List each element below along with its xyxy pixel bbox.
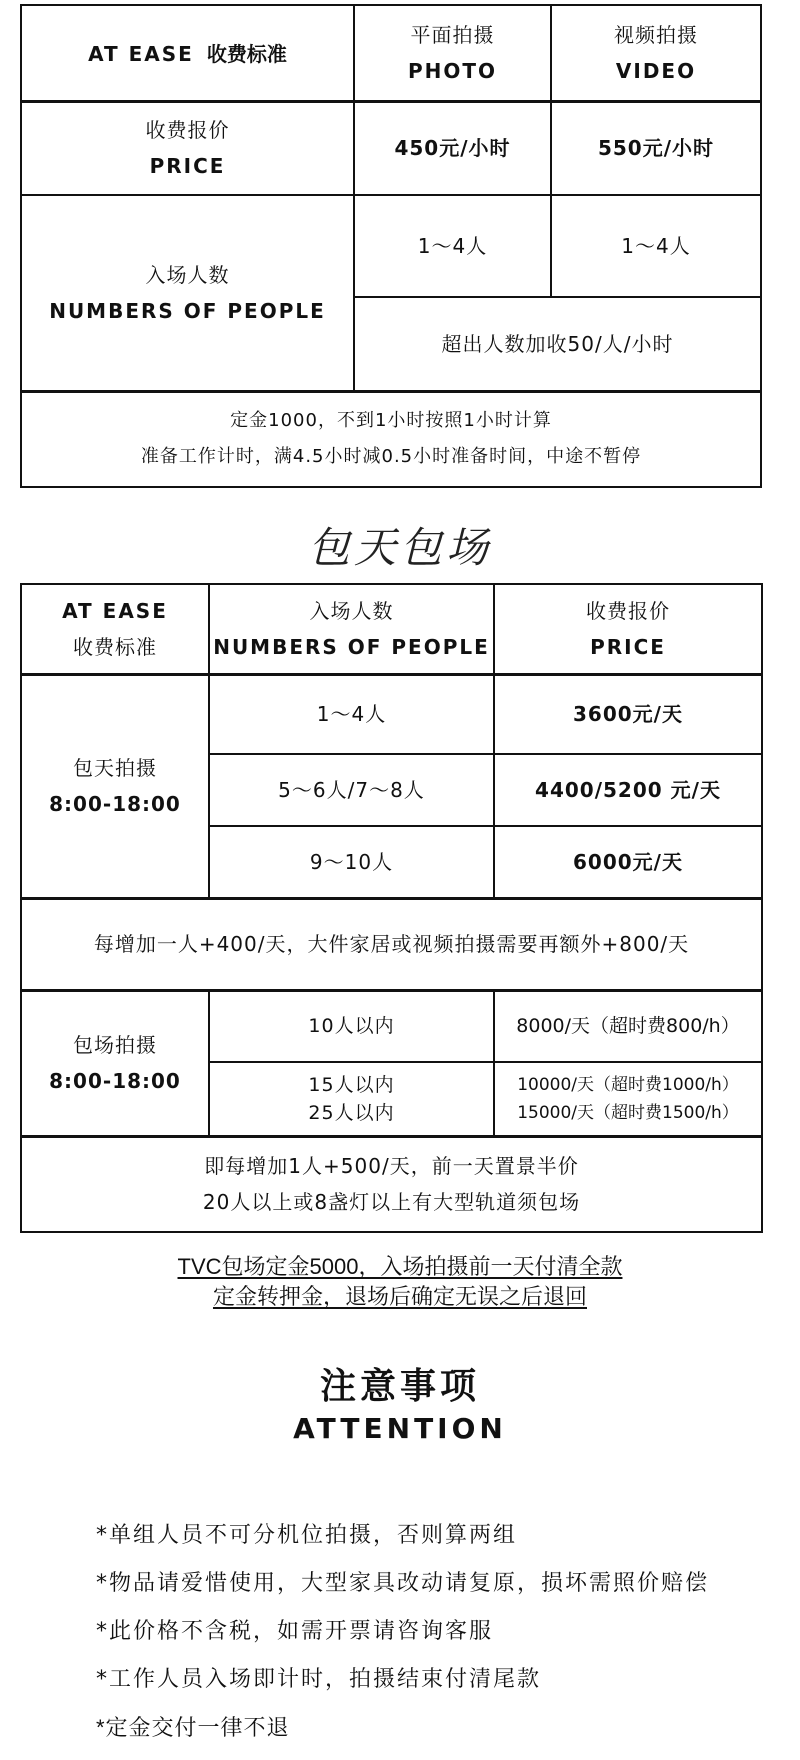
venue-price: 8000/天（超时费800/h） bbox=[516, 1015, 740, 1038]
prep-time-note: 准备工作计时，满4.5小时减0.5小时准备时间，中途不暂停 bbox=[140, 446, 642, 468]
venue-people: 10人以内 bbox=[308, 1015, 395, 1038]
daily-brand-name: AT EASE bbox=[62, 598, 168, 623]
venue-people: 25人以内 bbox=[308, 1101, 395, 1124]
day-row bbox=[21, 674, 762, 754]
day-extra-cell bbox=[21, 898, 762, 990]
daily-price-label-en: PRICE bbox=[590, 634, 666, 659]
venue-price-cell bbox=[494, 990, 762, 1062]
hourly-people-row bbox=[21, 195, 761, 297]
deposit-note: 定金1000，不到1小时按照1小时计算 bbox=[230, 410, 552, 432]
day-price-cell bbox=[494, 754, 762, 826]
hourly-price-row bbox=[21, 101, 761, 195]
venue-notes-row bbox=[21, 1136, 762, 1232]
people-label-cell bbox=[21, 195, 354, 391]
tvc-refund-text: 定金转押金，退场后确定无误之后退回 bbox=[212, 1284, 587, 1309]
venue-row bbox=[21, 990, 762, 1062]
photo-people: 1～4人 bbox=[417, 234, 488, 258]
day-price-cell bbox=[494, 826, 762, 898]
photo-header-cell bbox=[354, 5, 551, 101]
day-people: 5～6人/7～8人 bbox=[278, 778, 425, 802]
photo-people-cell bbox=[354, 195, 551, 297]
venue-price: 10000/天（超时费1000/h） bbox=[517, 1074, 739, 1095]
daily-standard-label: 收费标准 bbox=[73, 634, 157, 659]
venue-shoot-label: 包场拍摄 bbox=[73, 1033, 157, 1057]
video-price: 550元/小时 bbox=[597, 136, 715, 161]
people-label-en: NUMBERS OF PEOPLE bbox=[49, 298, 326, 323]
attention-list bbox=[96, 1520, 709, 1760]
video-people-cell bbox=[551, 195, 761, 297]
daily-price-header-cell bbox=[494, 584, 762, 674]
photo-price: 450元/小时 bbox=[394, 136, 511, 161]
venue-price-cell bbox=[494, 1062, 762, 1136]
day-price-cell bbox=[494, 674, 762, 754]
video-label-cn: 视频拍摄 bbox=[614, 22, 698, 47]
venue-rail-note: 20人以上或8盏灯以上有大型轨道须包场 bbox=[202, 1190, 581, 1215]
daily-pricing-table bbox=[20, 583, 763, 1233]
daily-section-heading: 包天包场 bbox=[307, 523, 492, 572]
hourly-header-row bbox=[21, 5, 761, 101]
daily-people-label-cn: 入场人数 bbox=[309, 598, 394, 623]
day-price: 4400/5200 元/天 bbox=[535, 778, 721, 802]
video-price-cell bbox=[551, 101, 761, 195]
brand-name: AT EASE bbox=[88, 42, 194, 67]
day-price: 3600元/天 bbox=[573, 702, 683, 727]
day-extra-row bbox=[21, 898, 762, 990]
day-shoot-label: 包天拍摄 bbox=[73, 756, 157, 780]
video-label-en: VIDEO bbox=[615, 58, 697, 83]
daily-people-header-cell bbox=[209, 584, 494, 674]
hourly-pricing-table bbox=[20, 4, 762, 488]
day-people-cell bbox=[209, 754, 494, 826]
day-people: 9～10人 bbox=[309, 849, 394, 874]
venue-extra-note: 即每增加1人+500/天，前一天置景半价 bbox=[204, 1154, 579, 1179]
attention-item: *此价格不含税，如需开票请咨询客服 bbox=[96, 1619, 494, 1644]
attention-item: *单组人员不可分机位拍摄，否则算两组 bbox=[96, 1523, 518, 1548]
day-shoot-label-cell bbox=[21, 674, 209, 898]
daily-price-label-cn: 收费报价 bbox=[586, 598, 670, 623]
video-header-cell bbox=[551, 5, 761, 101]
people-label-cn: 入场人数 bbox=[145, 262, 230, 287]
attention-item: *工作人员入场即计时，拍摄结束付清尾款 bbox=[96, 1667, 542, 1692]
photo-label-en: PHOTO bbox=[407, 58, 498, 83]
daily-header-row bbox=[21, 584, 762, 674]
day-people: 1～4人 bbox=[316, 702, 387, 727]
photo-label-cn: 平面拍摄 bbox=[410, 22, 495, 47]
hourly-notes-cell bbox=[21, 391, 761, 487]
extra-people-fee: 超出人数加收50/人/小时 bbox=[441, 331, 674, 356]
daily-people-label-en: NUMBERS OF PEOPLE bbox=[213, 634, 490, 659]
venue-price: 15000/天（超时费1500/h） bbox=[517, 1102, 739, 1123]
price-label-en: PRICE bbox=[149, 154, 226, 179]
day-shoot-time: 8:00-18:00 bbox=[49, 792, 181, 816]
day-extra-fee: 每增加一人+400/天，大件家居或视频拍摄需要再额外+800/天 bbox=[93, 932, 690, 956]
daily-header-brand-cell bbox=[21, 584, 209, 674]
day-people-cell bbox=[209, 674, 494, 754]
venue-shoot-label-cell bbox=[21, 990, 209, 1136]
attention-item: *物品请爱惜使用，大型家具改动请复原，损坏需照价赔偿 bbox=[96, 1571, 710, 1596]
tvc-refund-line bbox=[0, 1280, 800, 1311]
attention-item: *定金交付一律不退 bbox=[96, 1715, 290, 1740]
venue-people: 15人以内 bbox=[308, 1073, 395, 1096]
price-label-cell bbox=[21, 101, 354, 195]
standard-label: 收费标准 bbox=[206, 42, 287, 67]
hourly-header-brand-cell bbox=[21, 5, 354, 101]
venue-people-cell bbox=[209, 990, 494, 1062]
price-label-cn: 收费报价 bbox=[145, 118, 230, 143]
day-people-cell bbox=[209, 826, 494, 898]
photo-price-cell bbox=[354, 101, 551, 195]
tvc-deposit-text: TVC包场定金5000，入场拍摄前一天付清全款 bbox=[177, 1254, 623, 1279]
attention-title-en: ATTENTION bbox=[293, 1412, 507, 1445]
venue-people-cell bbox=[209, 1062, 494, 1136]
tvc-deposit-line bbox=[0, 1250, 800, 1281]
hourly-notes-row bbox=[21, 391, 761, 487]
extra-people-cell bbox=[354, 297, 761, 391]
venue-shoot-time: 8:00-18:00 bbox=[49, 1069, 181, 1093]
day-price: 6000元/天 bbox=[573, 849, 683, 874]
video-people: 1～4人 bbox=[621, 234, 691, 258]
attention-title-cn: 注意事项 bbox=[319, 1366, 480, 1407]
venue-notes-cell bbox=[21, 1136, 762, 1232]
